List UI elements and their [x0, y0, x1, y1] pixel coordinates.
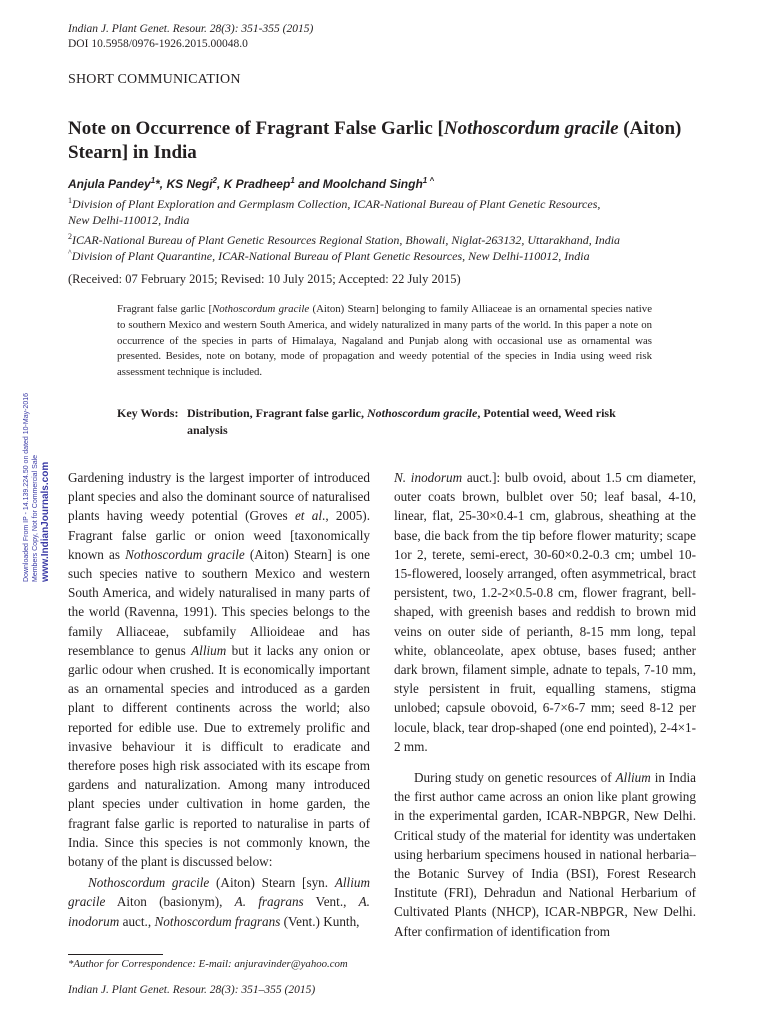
text-run-italic: A. inodorum [68, 894, 370, 929]
affiliation-mark: 2 [68, 232, 72, 241]
text-run: (Vent.) Kunth, [280, 913, 360, 929]
author-separator: *, [155, 177, 167, 191]
text-run: in India the first author came across an onion like plant growing in the experimental garden, ICAR-NBPGR, New Delhi. Critical study of the material for identity was undertaken using herbarium specimens housed in national herbaria–the Botanic Survey of India (BSI), Forest Research Institute (FRI), Dehradun and National Herbarium of Cultivated Plants (NHCP), ICAR-NBPGR, New Delhi. After confirmation of identification from [394, 770, 696, 939]
download-stamp [22, 393, 51, 582]
author-affil-mark: 1 [150, 176, 156, 185]
paragraph [394, 768, 696, 941]
text-run-italic: Nothoscordum fragrans [154, 913, 281, 929]
title-species: Nothoscordum gracile [443, 118, 619, 139]
keywords-text: , Potential weed, Weed risk analysis [187, 406, 616, 437]
doi: DOI 10.5958/0976-1926.2015.00048.0 [68, 38, 248, 50]
text-run-italic: Allium [615, 770, 651, 786]
paragraph [394, 468, 696, 756]
text-run-italic: Nothoscordum gracile [125, 546, 245, 562]
affiliation-mark: ^ [68, 248, 72, 257]
download-stamp-ip: Downloaded From IP - 14.139.224.50 on dated 10-May-2016 [23, 393, 30, 582]
body-column-left [68, 468, 370, 931]
author-name: Anjula Pandey [68, 177, 151, 191]
abstract [117, 302, 652, 381]
keywords [117, 405, 657, 439]
paper-title [68, 117, 708, 165]
author-name: Moolchand Singh [322, 177, 423, 191]
author-name: K Pradheep [223, 177, 291, 191]
text-run: but it lacks any onion or garlic odour when crushed. It is economically important as an ornamental species and introduced as a garden plant to different continents across the world; also reported for edible use. Due to extremely prolific and invasive behaviour it is difficult to eradicate and therefore poses high risk associated with its escape from gardens and naturalization. Among many introduced plant species under cultivation in home garden, the fragrant false garlic is reported to naturalise in parts of India. Since this species is not commonly known, the botany of the plant is discussed below: [68, 642, 370, 870]
text-run-italic: A. fragrans [234, 894, 304, 910]
paragraph [68, 468, 370, 871]
paragraph [68, 873, 370, 931]
text-run-italic: Allium [191, 642, 227, 658]
download-stamp-site: www.IndianJournals.com [40, 461, 51, 582]
author-separator: and [294, 177, 323, 191]
section-type: SHORT COMMUNICATION [68, 72, 241, 87]
affiliation-mark: 1 [68, 196, 72, 205]
author-affil-mark: 1 ^ [422, 176, 435, 185]
keywords-label: Key Words: [117, 406, 179, 420]
author-affil-mark: 1 [290, 176, 295, 185]
body-column-right [394, 468, 696, 941]
footnote-rule [68, 954, 163, 955]
author-list [68, 176, 434, 191]
abstract-text: Fragrant false garlic [ [117, 303, 213, 315]
abstract-species: Nothoscordum gracile [212, 303, 310, 315]
keywords-body [187, 405, 657, 439]
affiliation-line: ICAR-National Bureau of Plant Genetic Resources Regional Station, Bhowali, Niglat-263132, Uttarakhand, India [72, 233, 621, 247]
author-name: KS Negi [166, 177, 213, 191]
author-affil-mark: 2 [212, 176, 217, 185]
affiliation-line: New Delhi-110012, India [68, 213, 190, 227]
text-run: auct.]: bulb ovoid, about 1.5 cm diameter, outer coats brown, bulblet over 50; leaf basal, 4-10, linear, flat, 25-30×0.4-1 cm, glabrous, sheathing at the base, die back from the tip before flower maturity; scape 1or 2, terete, semi-erect, 30-60×0.2-0.3 cm; umbel 10-15-flowered, loosely arranged, often asymmetrical, bract persistent, two, 1.2-2×0.5-0.8 cm, flower fragrant, bell-shaped, with greenish bases and reddish to brown mid veins on outer side of perianth, 8-15 mm long, tepal white, oblanceolate, apex obtuse, bases fused; anther dark brown, filament simple, adnate to tepals, 7-10 mm, style persistent in fruit, equalling stamens, stigma unlobed; capsule obovoid, 6-7×6-7 mm; seed 8-12 per locule, black, tear drop-shaped (one end pointed), 2-4×1-2 mm. [394, 470, 697, 754]
text-run: ., 2005). Fragrant false garlic or onion weed [taxonomically known as [68, 508, 370, 562]
keywords-species: Nothoscordum gracile [366, 406, 478, 420]
abstract-text: (Aiton) Stearn] belonging to family Alliaceae is an ornamental species native to southern Mexico and western South America, and widely naturalized in many parts of the world. In this paper a note on occurrence of the species in parts of Himalaya, Nagaland and Punjab along with occasional use as ornamental was presented. Besides, note on botany, mode of propagation and weedy potential of the species in India using weed risk assessment technique is included. [117, 303, 652, 379]
text-run-italic: Nothoscordum gracile [88, 875, 210, 891]
text-run: Vent., [303, 894, 359, 910]
affiliation-3 [68, 245, 708, 264]
affiliation-1 [68, 193, 708, 228]
text-run: (Aiton) Stearn [syn. [209, 875, 335, 891]
text-run: (Aiton) Stearn] is one such species native to southern Mexico and western South America, and widely naturalised in many parts of the world (Ravenna, 1991). This species belongs to the family Alliaceae, subfamily Allioideae and has resemblance to genus [68, 546, 370, 658]
text-run: auct., [119, 913, 155, 929]
text-run: Aiton (basionym), [105, 894, 235, 910]
affiliation-line: Division of Plant Exploration and Germplasm Collection, ICAR-National Bureau of Plant Genetic Resources, [72, 197, 601, 211]
received-dates: (Received: 07 February 2015; Revised: 10 July 2015; Accepted: 22 July 2015) [68, 272, 461, 286]
title-text: Note on Occurrence of Fragrant False Garlic [ [68, 118, 444, 139]
journal-citation: Indian J. Plant Genet. Resour. 28(3): 351-355 (2015) [68, 23, 314, 35]
text-run: During study on genetic resources of [414, 770, 616, 786]
text-run-italic: Allium gracile [68, 875, 370, 910]
author-separator: , [216, 177, 224, 191]
title-text-end: (Aiton) Stearn] in India [68, 118, 682, 163]
keywords-text: Distribution, Fragrant false garlic, [187, 406, 367, 420]
page-footer: Indian J. Plant Genet. Resour. 28(3): 351–355 (2015) [68, 984, 316, 996]
correspondence-footnote: *Author for Correspondence: E-mail: anjuravinder@yahoo.com [68, 958, 348, 970]
text-run-italic: et al [294, 508, 323, 524]
text-run-italic: N. inodorum [394, 470, 463, 485]
text-run: Gardening industry is the largest importer of introduced plant species and also the dominant source of naturalised plants having weedy potential (Groves [68, 470, 370, 524]
affiliation-line: Division of Plant Quarantine, ICAR-National Bureau of Plant Genetic Resources, New Delhi-110012, India [71, 249, 590, 263]
download-stamp-notice: Members Copy, Not for Commercial Sale [32, 454, 39, 582]
